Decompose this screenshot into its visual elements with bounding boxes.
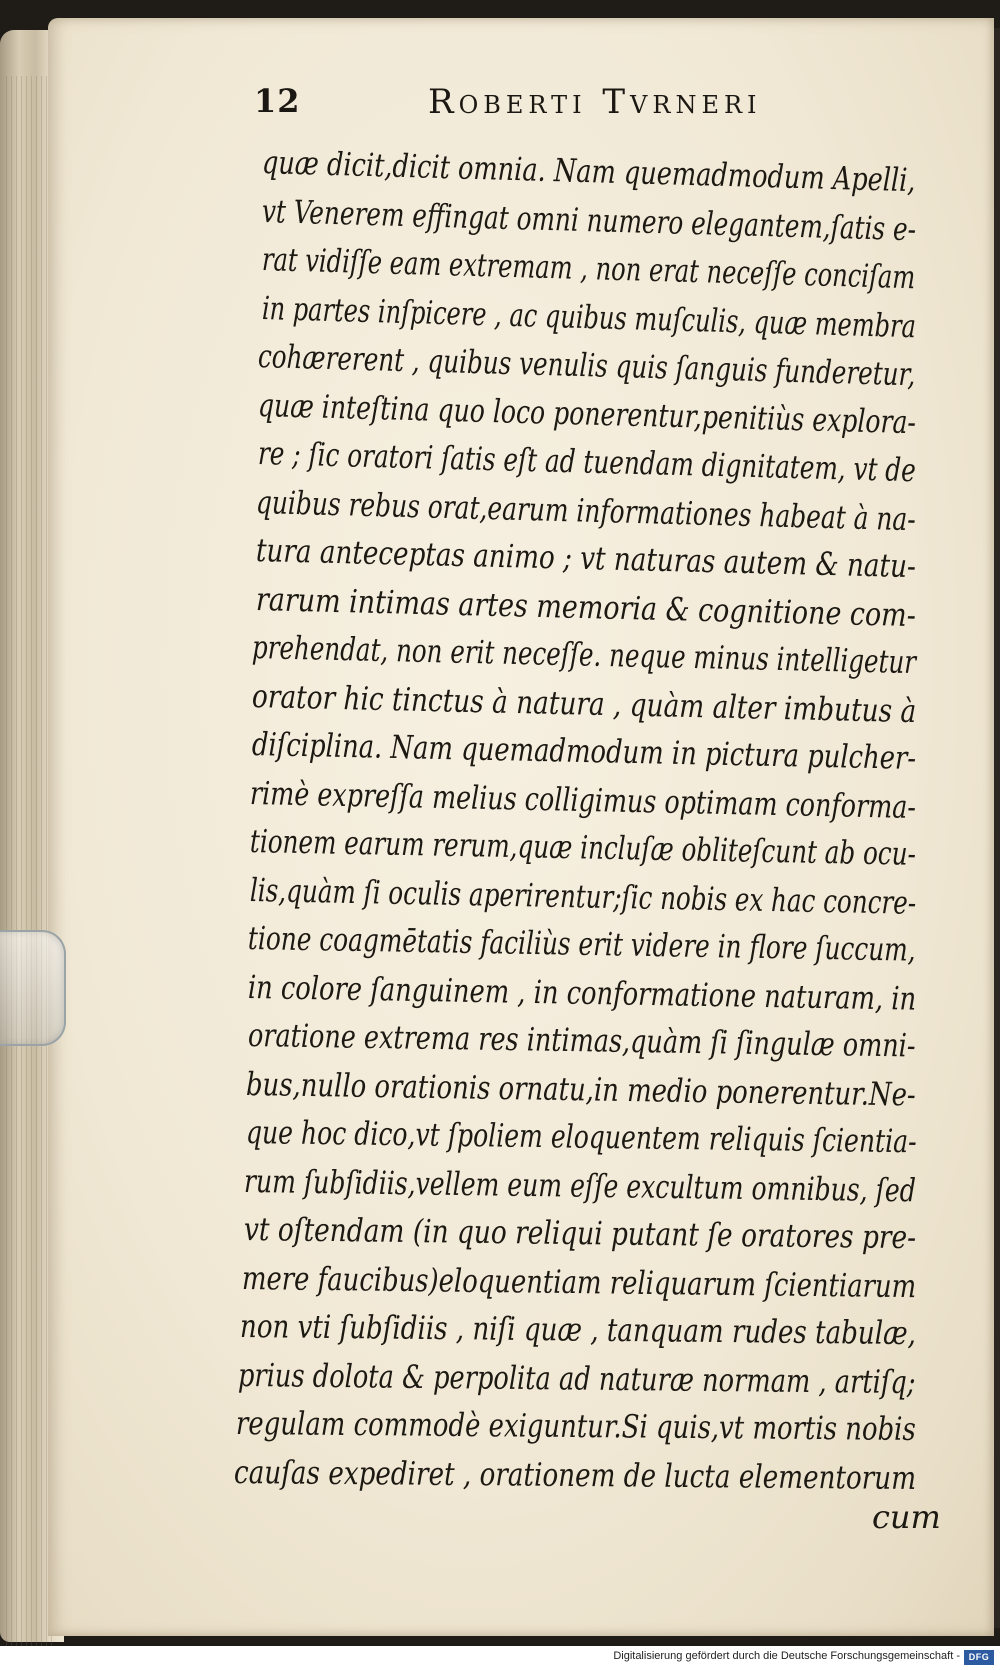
footer-bar <box>0 1646 1000 1670</box>
text-line: quæ inteſtina quo loco ponerentur,penitiùs explora- <box>257 385 917 441</box>
text-line: bus,nullo orationis ornatu,in medio ponerentur.Ne- <box>245 1064 916 1114</box>
text-line: prehendat, non erit neceſſe. neque minus intelligetur <box>251 628 917 682</box>
text-line: que hoc dico,vt ſpoliem eloquentem reliquis ſcientia- <box>245 1113 917 1161</box>
text-line: tura anteceptas animo ; vt naturas autem & natu- <box>255 531 917 586</box>
text-line: rimè expreſſa melius colligimus optimam conforma- <box>249 773 917 826</box>
text-line: orator hic tinctus à natura , quàm alter imbutus à <box>251 676 917 730</box>
page-number: 12 <box>254 82 301 120</box>
text-line: regulam commodè exiguntur.Si quis,vt mortis nobis <box>235 1404 916 1448</box>
text-line: rarum intimas artes memoria & cognitione com- <box>255 579 917 634</box>
dfg-logo: DFG <box>964 1650 994 1665</box>
text-line: mere faucibus)eloquentiam reliquarum ſcientiarum <box>241 1258 917 1305</box>
text-line: quibus rebus orat,earum informationes habeat à na- <box>255 482 917 538</box>
text-line: non vti ſubſidiis , niſi quæ , tanquam rudes tabulæ, <box>239 1307 917 1353</box>
text-line: oratione extrema res intimas,quàm ſi ſingulæ omni- <box>247 1016 916 1065</box>
running-head: Roberti Tvrneri <box>428 82 762 122</box>
text-line: cohærerent , quibus venulis quis ſanguis funderetur, <box>257 337 916 394</box>
text-line: quæ dicit,dicit omnia. Nam quemadmodum Apelli, <box>261 143 917 200</box>
text-line: re ; ſic oratori ſatis eſt ad tuendam dignitatem, vt de <box>257 434 917 490</box>
text-line: in colore ſanguinem , in conformatione naturam, in <box>247 967 917 1018</box>
catchword: cum <box>872 1498 941 1536</box>
text-line: cauſas expediret , orationem de lucta elementorum <box>233 1452 917 1497</box>
text-line: lis,quàm ſi oculis aperirentur;ſic nobis ex hac concre- <box>249 870 917 922</box>
text-line: vt Venerem effingat omni numero elegantem,ſatis e- <box>261 191 917 248</box>
text-line: rat vidiſſe eam extremam , non erat neceſſe conciſam <box>261 240 916 297</box>
text-line: tione coagmētatis faciliùs erit videre in flore ſuccum, <box>247 919 916 969</box>
text-line: prius dolota & perpolita ad naturæ normam , artiſq; <box>237 1355 916 1401</box>
text-line: vt oſtendam (in quo reliqui putant ſe oratores pre- <box>243 1210 917 1257</box>
text-line: in partes inſpicere , ac quibus muſculis, quæ membra <box>261 288 917 345</box>
text-line: diſciplina. Nam quemadmodum in pictura pulcher- <box>251 725 917 777</box>
funding-credit: Digitalisierung gefördert durch die Deutsche Forschungsgemeinschaft - <box>613 1650 960 1662</box>
text-line: rum ſubſidiis,vellem eum eſſe excultum omnibus, ſed <box>243 1161 917 1209</box>
text-line: tionem earum rerum,quæ incluſæ obliteſcunt ab ocu- <box>249 822 917 873</box>
